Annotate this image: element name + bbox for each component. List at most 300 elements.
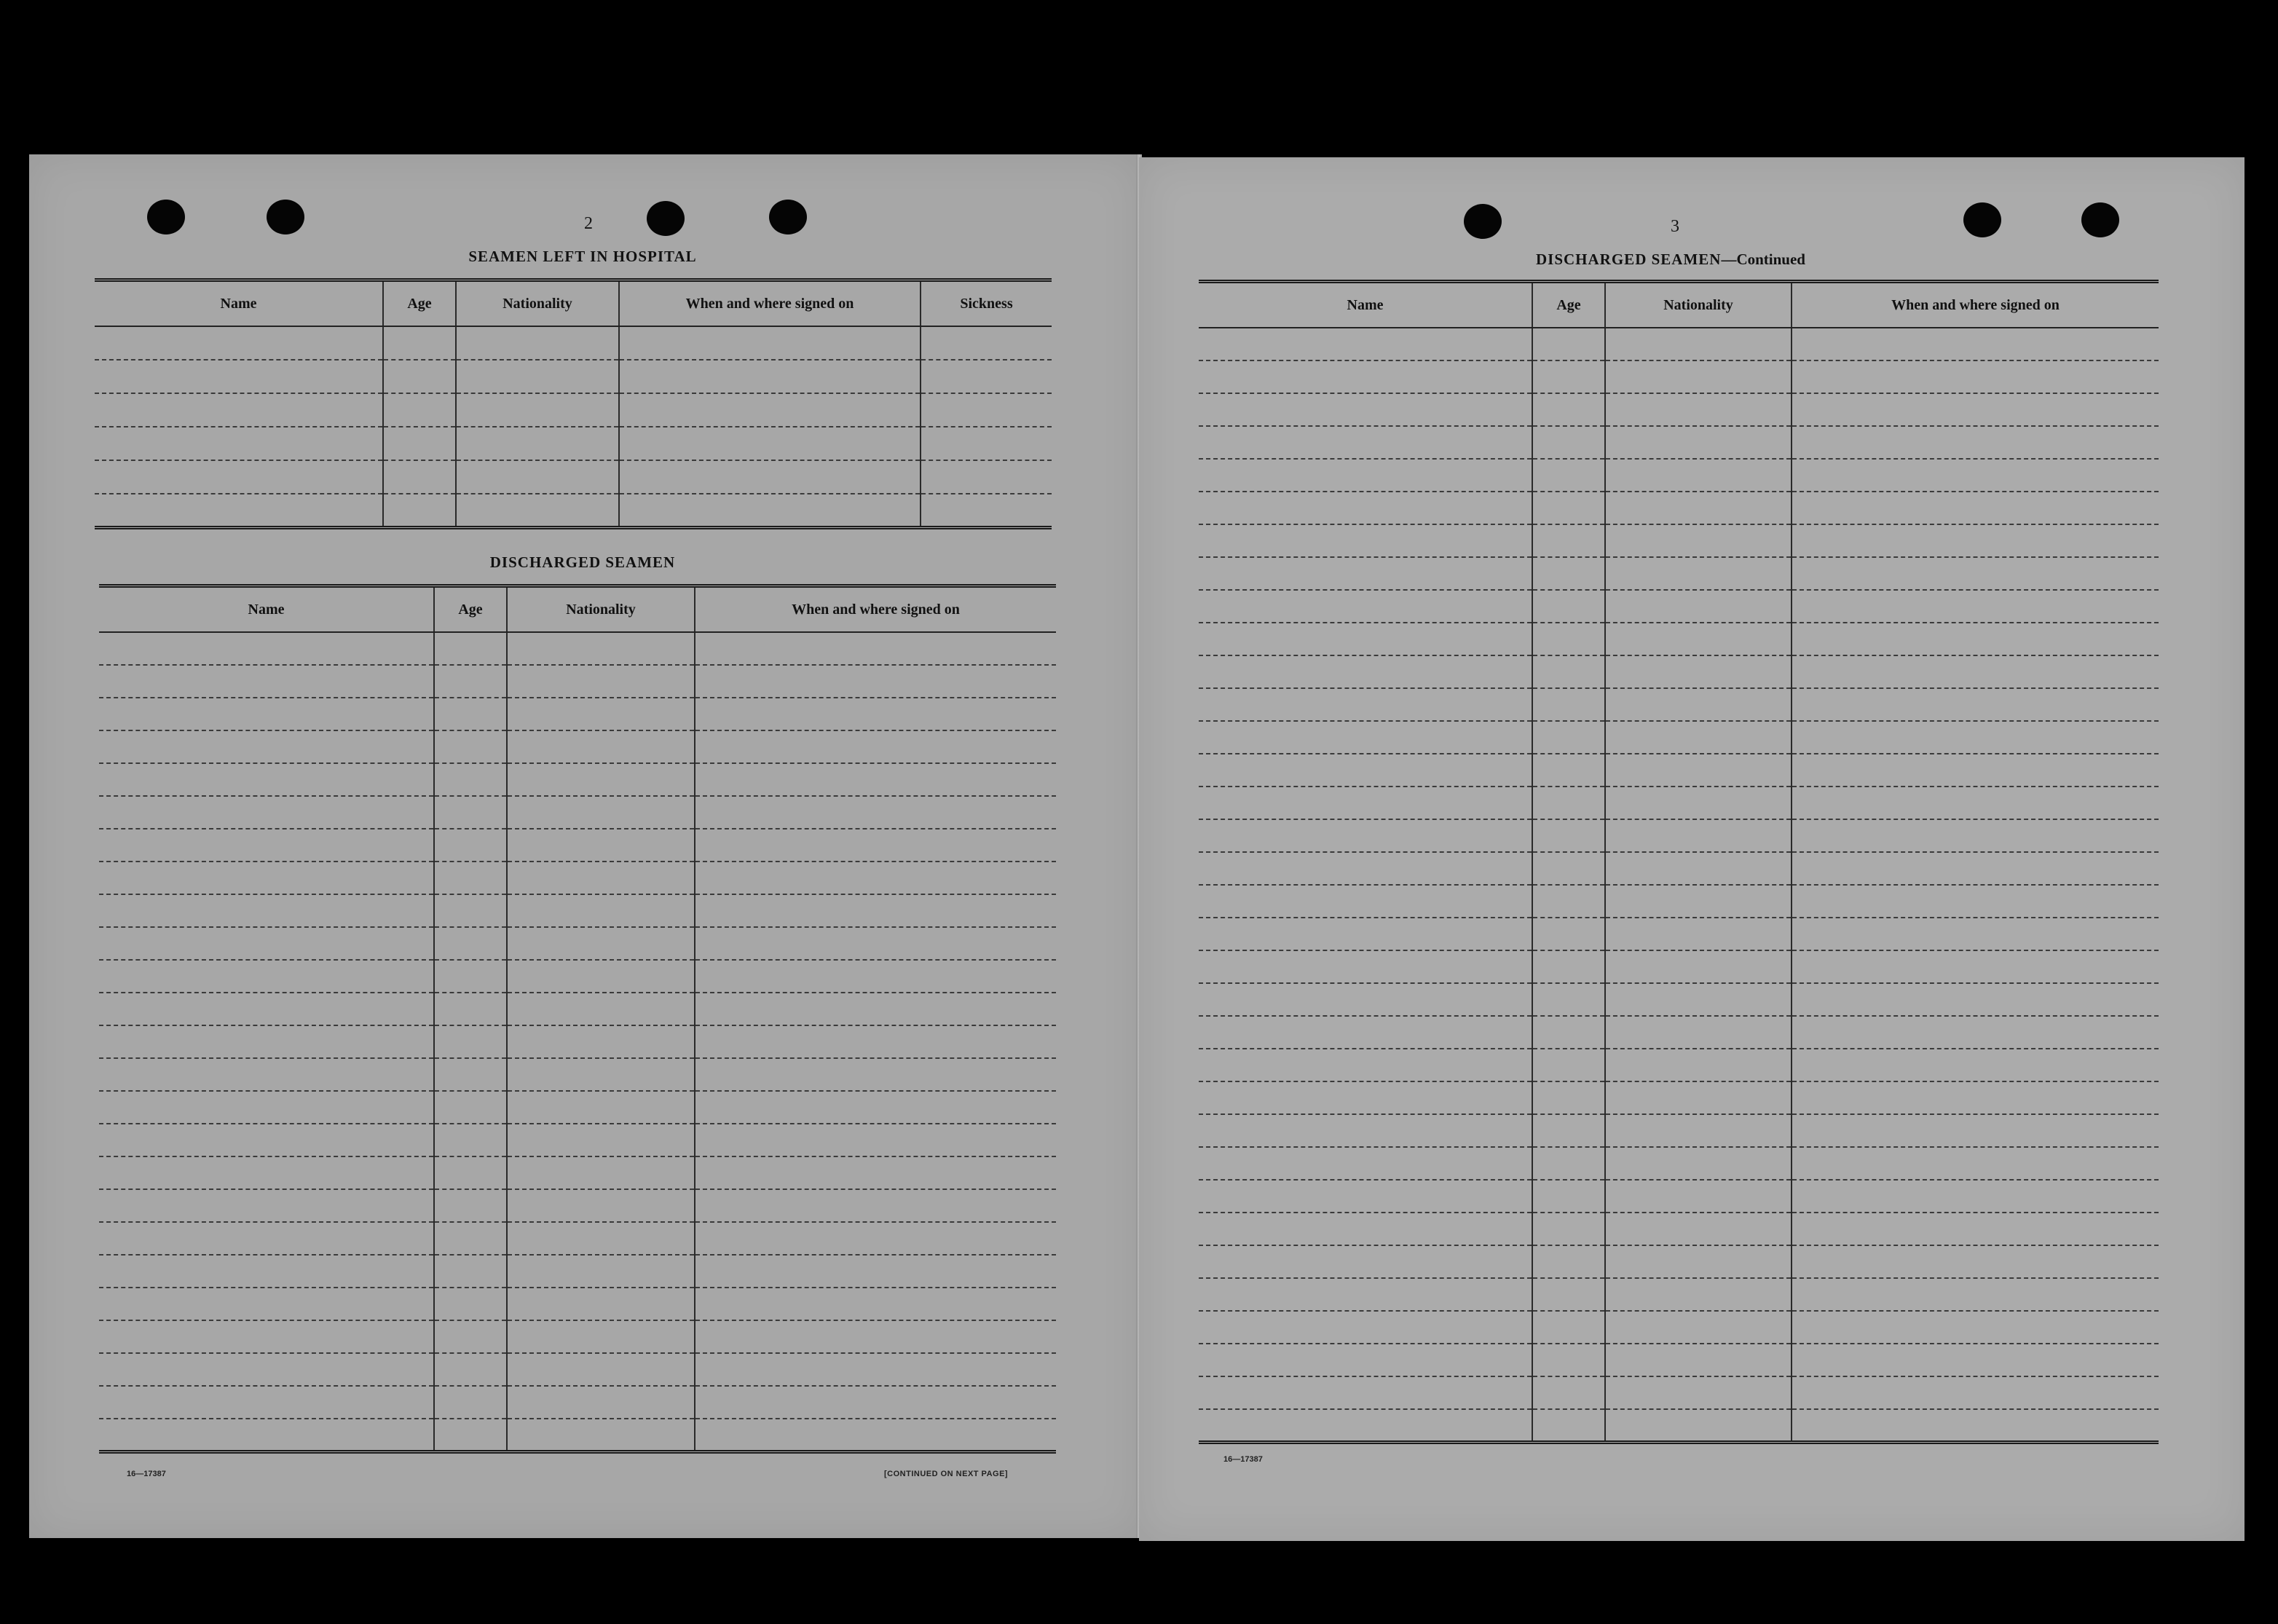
table-cell	[1792, 787, 2159, 819]
table-cell	[1605, 885, 1792, 918]
table-cell	[1199, 1213, 1532, 1245]
table-cell	[619, 460, 921, 494]
table-cell	[1792, 1114, 2159, 1147]
table-cell	[1605, 983, 1792, 1016]
table-header-row	[1199, 282, 2159, 328]
table-cell	[695, 1255, 1056, 1288]
table-cell	[1792, 950, 2159, 983]
table-cell	[434, 1255, 507, 1288]
table-row	[99, 1353, 1056, 1386]
table-cell	[507, 1419, 695, 1451]
table-cell	[1605, 328, 1792, 360]
table-cell	[1199, 393, 1532, 426]
table-cell	[99, 665, 434, 698]
table-row	[99, 1386, 1056, 1419]
table-row	[1199, 885, 2159, 918]
table-cell	[1199, 819, 1532, 852]
table-cell	[99, 1419, 434, 1451]
table-cell	[1605, 1016, 1792, 1049]
table-cell	[434, 1156, 507, 1189]
table-cell	[921, 460, 1052, 494]
table-row	[99, 763, 1056, 796]
table-cell	[1199, 1016, 1532, 1049]
table-cell	[456, 494, 619, 527]
table-cell	[1532, 1016, 1605, 1049]
table-cell	[1199, 1081, 1532, 1114]
table-row	[99, 1222, 1056, 1255]
column-header-sickness: Sickness	[921, 280, 1052, 327]
table-cell	[1532, 459, 1605, 492]
table-row	[1199, 590, 2159, 623]
punch-hole	[1464, 204, 1502, 239]
table-cell	[507, 1124, 695, 1156]
table-cell	[95, 427, 383, 460]
table-cell	[1199, 360, 1532, 393]
punch-hole	[1963, 202, 2001, 237]
table-cell	[1199, 459, 1532, 492]
column-header-name: Name	[95, 280, 383, 327]
table-cell	[1199, 557, 1532, 590]
table-cell	[99, 1222, 434, 1255]
table-cell	[383, 393, 456, 427]
table-cell	[1605, 557, 1792, 590]
table-cell	[95, 326, 383, 360]
column-header-name: Name	[99, 586, 434, 633]
table-cell	[1199, 1147, 1532, 1180]
column-header-age: Age	[434, 586, 507, 633]
table-cell	[1199, 1311, 1532, 1344]
table-cell	[1532, 688, 1605, 721]
table-cell	[507, 993, 695, 1025]
table-cell	[507, 894, 695, 927]
table-row	[95, 393, 1052, 427]
table-cell	[1199, 688, 1532, 721]
table-cell	[1605, 1311, 1792, 1344]
table-cell	[99, 894, 434, 927]
column-header-nationality: Nationality	[456, 280, 619, 327]
table-cell	[99, 829, 434, 862]
table-cell	[1199, 885, 1532, 918]
table-cell	[507, 1222, 695, 1255]
table-cell	[1532, 1344, 1605, 1376]
table-row	[99, 1156, 1056, 1189]
table-row	[1199, 1147, 2159, 1180]
left-page	[29, 154, 1140, 1538]
table-cell	[1792, 688, 2159, 721]
table-cell	[99, 1058, 434, 1091]
table-cell	[507, 730, 695, 763]
table-cell	[507, 1288, 695, 1320]
table-cell	[1605, 1213, 1792, 1245]
table-row	[1199, 918, 2159, 950]
table-cell	[1532, 360, 1605, 393]
table-cell	[1199, 328, 1532, 360]
table-cell	[619, 427, 921, 460]
punch-hole	[647, 201, 685, 236]
table-cell	[1792, 459, 2159, 492]
table-row	[99, 796, 1056, 829]
table-row	[99, 730, 1056, 763]
table-cell	[1199, 983, 1532, 1016]
hospital-section-title: SEAMEN LEFT IN HOSPITAL	[468, 248, 697, 265]
table-row	[99, 1189, 1056, 1222]
table-cell	[921, 393, 1052, 427]
table-cell	[695, 698, 1056, 730]
table-cell	[1605, 754, 1792, 787]
table-cell	[619, 393, 921, 427]
table-cell	[1532, 983, 1605, 1016]
table-row	[1199, 1245, 2159, 1278]
table-cell	[434, 698, 507, 730]
table-cell	[1792, 623, 2159, 655]
table-cell	[1199, 1278, 1532, 1311]
table-header-row	[95, 280, 1052, 327]
table-cell	[507, 665, 695, 698]
table-cell	[383, 427, 456, 460]
table-cell	[383, 460, 456, 494]
column-header-nationality: Nationality	[507, 586, 695, 633]
table-cell	[1532, 1049, 1605, 1081]
table-row	[1199, 983, 2159, 1016]
table-cell	[99, 1189, 434, 1222]
table-cell	[434, 894, 507, 927]
table-cell	[1792, 918, 2159, 950]
table-cell	[1605, 623, 1792, 655]
table-row	[95, 460, 1052, 494]
table-cell	[507, 698, 695, 730]
table-cell	[1605, 459, 1792, 492]
table-cell	[1532, 754, 1605, 787]
table-row	[99, 665, 1056, 698]
table-row	[1199, 1376, 2159, 1409]
table-row	[95, 360, 1052, 393]
table-cell	[434, 1091, 507, 1124]
table-cell	[1605, 492, 1792, 524]
table-cell	[1605, 524, 1792, 557]
table-row	[1199, 524, 2159, 557]
table-header-row	[99, 586, 1056, 633]
column-header-signed-on: When and where signed on	[695, 586, 1056, 633]
table-cell	[695, 1156, 1056, 1189]
table-cell	[99, 1288, 434, 1320]
table-cell	[1199, 787, 1532, 819]
table-cell	[1605, 819, 1792, 852]
table-cell	[619, 326, 921, 360]
table-cell	[99, 960, 434, 993]
table-cell	[95, 393, 383, 427]
table-cell	[1605, 852, 1792, 885]
table-row	[1199, 1016, 2159, 1049]
table-cell	[1532, 1213, 1605, 1245]
table-cell	[1532, 1409, 1605, 1442]
table-cell	[1792, 852, 2159, 885]
table-row	[1199, 360, 2159, 393]
table-cell	[1605, 1344, 1792, 1376]
hospital-table	[95, 278, 1052, 529]
table-row	[1199, 426, 2159, 459]
table-cell	[1532, 885, 1605, 918]
table-cell	[456, 427, 619, 460]
table-row	[1199, 1344, 2159, 1376]
table-cell	[695, 829, 1056, 862]
table-cell	[1792, 1311, 2159, 1344]
table-cell	[1792, 590, 2159, 623]
table-cell	[1199, 655, 1532, 688]
table-row	[99, 632, 1056, 665]
table-row	[1199, 721, 2159, 754]
table-row	[1199, 852, 2159, 885]
table-cell	[1792, 557, 2159, 590]
table-cell	[1532, 623, 1605, 655]
table-cell	[434, 632, 507, 665]
table-cell	[695, 993, 1056, 1025]
table-row	[99, 1255, 1056, 1288]
table-cell	[99, 730, 434, 763]
table-cell	[507, 763, 695, 796]
table-cell	[99, 1025, 434, 1058]
column-header-signed-on: When and where signed on	[1792, 282, 2159, 328]
table-row	[1199, 1213, 2159, 1245]
table-cell	[1199, 1245, 1532, 1278]
table-cell	[434, 1222, 507, 1255]
table-cell	[1532, 819, 1605, 852]
table-cell	[507, 927, 695, 960]
table-cell	[695, 894, 1056, 927]
table-cell	[1199, 1180, 1532, 1213]
table-cell	[1199, 754, 1532, 787]
table-cell	[434, 1320, 507, 1353]
table-row	[95, 326, 1052, 360]
table-row	[1199, 754, 2159, 787]
table-cell	[1199, 524, 1532, 557]
table-cell	[921, 326, 1052, 360]
table-cell	[1792, 328, 2159, 360]
table-cell	[434, 1189, 507, 1222]
table-cell	[1792, 1409, 2159, 1442]
table-row	[99, 862, 1056, 894]
column-header-nationality: Nationality	[1605, 282, 1792, 328]
table-cell	[695, 927, 1056, 960]
table-cell	[1605, 1147, 1792, 1180]
table-cell	[434, 1288, 507, 1320]
form-number: 16—17387	[1223, 1455, 1263, 1464]
table-row	[99, 698, 1056, 730]
table-cell	[434, 730, 507, 763]
table-row	[1199, 688, 2159, 721]
table-row	[95, 427, 1052, 460]
table-cell	[456, 360, 619, 393]
table-cell	[95, 360, 383, 393]
table-cell	[1792, 819, 2159, 852]
table-cell	[695, 796, 1056, 829]
punch-hole	[267, 200, 304, 234]
table-row	[1199, 1180, 2159, 1213]
table-cell	[921, 427, 1052, 460]
table-row	[1199, 950, 2159, 983]
table-row	[1199, 819, 2159, 852]
form-number: 16—17387	[127, 1470, 166, 1478]
table-cell	[99, 1091, 434, 1124]
table-cell	[95, 460, 383, 494]
table-cell	[434, 665, 507, 698]
table-cell	[507, 1320, 695, 1353]
table-cell	[1532, 1147, 1605, 1180]
table-cell	[1792, 721, 2159, 754]
table-cell	[1792, 754, 2159, 787]
table-cell	[695, 730, 1056, 763]
table-cell	[695, 1124, 1056, 1156]
table-row	[1199, 655, 2159, 688]
table-cell	[1792, 1049, 2159, 1081]
table-cell	[695, 763, 1056, 796]
table-cell	[99, 632, 434, 665]
table-cell	[1792, 426, 2159, 459]
table-cell	[1605, 787, 1792, 819]
table-cell	[434, 993, 507, 1025]
table-cell	[434, 829, 507, 862]
table-cell	[507, 1025, 695, 1058]
table-row	[99, 894, 1056, 927]
table-cell	[921, 360, 1052, 393]
page-number: 3	[1671, 217, 1679, 236]
table-cell	[434, 763, 507, 796]
table-row	[1199, 459, 2159, 492]
table-row	[1199, 623, 2159, 655]
column-header-signed-on: When and where signed on	[619, 280, 921, 327]
table-cell	[456, 393, 619, 427]
table-cell	[1792, 360, 2159, 393]
table-cell	[1532, 918, 1605, 950]
table-cell	[1792, 1344, 2159, 1376]
table-cell	[695, 632, 1056, 665]
table-cell	[1532, 852, 1605, 885]
table-cell	[1199, 1409, 1532, 1442]
table-cell	[434, 1058, 507, 1091]
table-cell	[383, 494, 456, 527]
table-cell	[1792, 524, 2159, 557]
table-row	[1199, 1409, 2159, 1442]
table-cell	[99, 862, 434, 894]
table-row	[95, 494, 1052, 527]
table-cell	[619, 494, 921, 527]
table-cell	[99, 796, 434, 829]
table-cell	[1532, 492, 1605, 524]
table-cell	[99, 993, 434, 1025]
table-cell	[1199, 623, 1532, 655]
table-cell	[1605, 393, 1792, 426]
table-row	[99, 1124, 1056, 1156]
table-row	[99, 993, 1056, 1025]
table-cell	[1792, 1245, 2159, 1278]
column-header-age: Age	[383, 280, 456, 327]
table-row	[99, 1419, 1056, 1451]
table-cell	[1199, 1376, 1532, 1409]
table-cell	[1605, 1180, 1792, 1213]
table-cell	[99, 1386, 434, 1419]
table-cell	[695, 1320, 1056, 1353]
table-cell	[695, 1288, 1056, 1320]
table-cell	[434, 862, 507, 894]
table-cell	[695, 1353, 1056, 1386]
table-cell	[1605, 721, 1792, 754]
table-cell	[619, 360, 921, 393]
table-cell	[1199, 590, 1532, 623]
table-cell	[1532, 590, 1605, 623]
table-cell	[434, 1124, 507, 1156]
section-title-suffix: —Continued	[1721, 251, 1805, 268]
table-cell	[1605, 1376, 1792, 1409]
table-cell	[1532, 655, 1605, 688]
table-cell	[1792, 1213, 2159, 1245]
continued-note: [CONTINUED ON NEXT PAGE]	[884, 1470, 1009, 1478]
discharged-table	[99, 584, 1056, 1454]
punch-hole	[2081, 202, 2119, 237]
table-row	[1199, 1049, 2159, 1081]
table-cell	[1605, 950, 1792, 983]
table-row	[1199, 328, 2159, 360]
table-cell	[507, 1189, 695, 1222]
table-row	[1199, 393, 2159, 426]
table-cell	[99, 1255, 434, 1288]
table-row	[1199, 787, 2159, 819]
table-cell	[99, 763, 434, 796]
punch-hole	[769, 200, 807, 234]
table-cell	[1532, 426, 1605, 459]
table-cell	[695, 1025, 1056, 1058]
table-cell	[1605, 1049, 1792, 1081]
table-cell	[1532, 1180, 1605, 1213]
section-title-main: DISCHARGED SEAMEN	[1536, 251, 1722, 268]
table-cell	[456, 326, 619, 360]
table-cell	[1605, 918, 1792, 950]
table-cell	[1532, 393, 1605, 426]
table-row	[1199, 1081, 2159, 1114]
table-cell	[1199, 950, 1532, 983]
table-cell	[695, 1419, 1056, 1451]
table-cell	[1532, 1245, 1605, 1278]
table-cell	[1199, 492, 1532, 524]
table-cell	[1605, 1245, 1792, 1278]
table-cell	[1199, 852, 1532, 885]
table-cell	[1532, 950, 1605, 983]
table-cell	[1199, 721, 1532, 754]
table-cell	[1792, 393, 2159, 426]
table-row	[99, 1091, 1056, 1124]
table-cell	[1605, 1114, 1792, 1147]
column-header-name: Name	[1199, 282, 1532, 328]
table-cell	[99, 1156, 434, 1189]
punch-hole	[147, 200, 185, 234]
table-cell	[99, 1353, 434, 1386]
table-cell	[1792, 885, 2159, 918]
table-cell	[434, 1025, 507, 1058]
discharged-section-title: DISCHARGED SEAMEN	[489, 553, 676, 571]
table-cell	[434, 927, 507, 960]
table-cell	[507, 829, 695, 862]
table-cell	[434, 1353, 507, 1386]
table-cell	[456, 460, 619, 494]
discharged-continued-table	[1199, 280, 2159, 1444]
table-cell	[1532, 1311, 1605, 1344]
table-cell	[507, 796, 695, 829]
table-cell	[1792, 1376, 2159, 1409]
table-row	[1199, 492, 2159, 524]
page-number: 2	[584, 214, 593, 233]
table-cell	[383, 360, 456, 393]
table-cell	[1605, 590, 1792, 623]
table-cell	[507, 1255, 695, 1288]
table-cell	[921, 494, 1052, 527]
